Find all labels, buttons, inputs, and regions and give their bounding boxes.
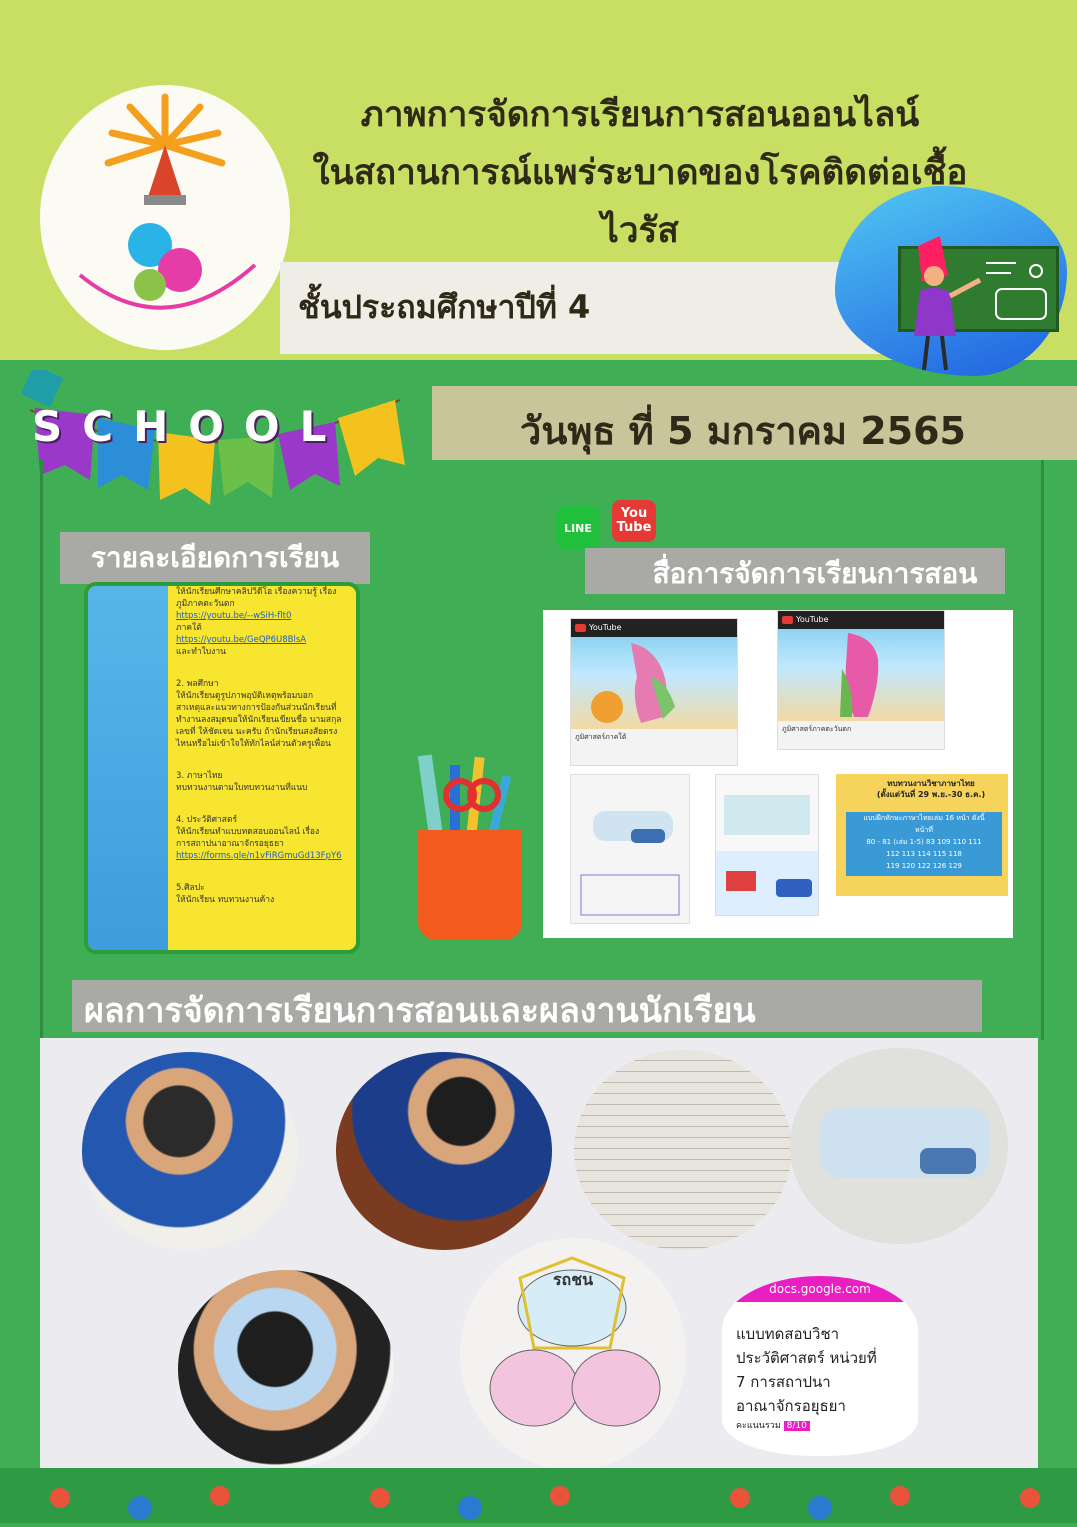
- youtube-icon-text-1: You: [620, 506, 648, 521]
- student-work-photo-2: [790, 1048, 1008, 1244]
- sunburst-logo-icon: [40, 85, 290, 350]
- thai-card-line: หน้าที่: [915, 826, 933, 834]
- item-thai-line: ทบทวนงานตามใบทบทวนงานที่แนบ: [176, 783, 308, 793]
- mindmap-label: รถชน: [552, 1270, 594, 1289]
- student-work-photo-1: [574, 1050, 792, 1250]
- video-link-south[interactable]: https://youtu.be/GeQP6U8BlsA: [176, 635, 307, 645]
- line-app-icon: LINE: [556, 506, 600, 550]
- school-logo: [40, 85, 290, 350]
- youtube-icon: [612, 500, 656, 542]
- thai-card-title: ทบทวนงานวิชาภาษาไทย: [887, 779, 975, 788]
- date-label: วันพุธ ที่ 5 มกราคม 2565: [520, 409, 966, 453]
- item-pe-title: 2. พลศึกษา: [176, 679, 219, 689]
- thai-review-card[interactable]: [836, 774, 1008, 896]
- quiz-title: [736, 1322, 906, 1434]
- item-history-title: 4. ประวัติศาสตร์: [176, 815, 238, 825]
- line-chat-screenshot: [84, 582, 360, 954]
- footer-kids-decoration: [0, 1468, 1077, 1523]
- thai-card-line: แบบฝึกทักษะภาษาไทยเล่ม 16 หน้า ดังนี้: [863, 814, 985, 822]
- thai-card-line: 119 120 122 126 129: [886, 862, 962, 870]
- title-line-2: ในสถานการณ์แพร่ระบาดของโรคติดต่อเชื้อไวรัส: [312, 153, 968, 251]
- item-pe-line: เลขที่ ให้ชัดเจน นะครับ ถ้านักเรียนสงสัยตรง: [176, 727, 338, 737]
- quiz-link[interactable]: https://forms.gle/n1vFiRGmuGd13FpY6: [176, 851, 342, 861]
- item-history-line: การสถาปนาอาณาจักรอยุธยา: [176, 839, 284, 849]
- video-link-west[interactable]: https://youtu.be/--wSiH-flt0: [176, 611, 292, 621]
- video-title-south: ภูมิศาสตร์ภาคใต้: [575, 733, 627, 741]
- item-thai-title: 3. ภาษาไทย: [176, 771, 223, 781]
- title-line-1: ภาพการจัดการเรียนการสอนออนไลน์: [360, 95, 920, 135]
- item-pe-line: สาเหตุและแนวทางการป้องกันส่วนนักเรียนที่: [176, 703, 337, 713]
- pencil-cup-icon: [418, 830, 522, 940]
- student-photo-3: [178, 1270, 394, 1468]
- item-art-line: ให้นักเรียน ทบทวนงานค้าง: [176, 895, 275, 905]
- quiz-title-line: อาณาจักรอยุธยา: [736, 1397, 846, 1415]
- thai-card-header: [858, 778, 1004, 800]
- student-photo-1: [82, 1052, 298, 1250]
- details-title: รายละเอียดการเรียน: [90, 541, 340, 574]
- video-thumbnail-south[interactable]: [570, 618, 738, 766]
- teacher-icon: [900, 236, 990, 376]
- worksheet-thumbnail-1[interactable]: [570, 774, 690, 924]
- item-art-title: 5.ศิลปะ: [176, 883, 205, 893]
- score-value: 8/10: [784, 1421, 810, 1431]
- thai-card-body: [846, 812, 1002, 876]
- results-title: ผลการจัดการเรียนการสอนและผลงานนักเรียน: [84, 991, 756, 1031]
- thai-card-subtitle: (ตั้งแต่วันที่ 29 พ.ย.-30 ธ.ค.): [876, 790, 986, 799]
- map-image: [778, 629, 944, 721]
- worksheet-thumbnail-2[interactable]: [715, 774, 819, 916]
- student-photo-2: [336, 1052, 552, 1250]
- thai-card-line: 112 113 114 115 118: [886, 850, 962, 858]
- region-south-label: ภาคใต้: [176, 623, 202, 633]
- youtube-bar: YouTube: [778, 611, 944, 629]
- map-image: [571, 637, 737, 729]
- doc-url: docs.google.com: [722, 1276, 918, 1302]
- item-history-line: ให้นักเรียนทำแบบทดสอบออนไลน์ เรื่อง: [176, 827, 320, 837]
- media-title: สื่อการจัดการเรียนการสอน: [652, 557, 978, 590]
- chat-text-top: ให้นักเรียนศึกษาคลิปวิดีโอ เรื่องความรู้ เรื่อง ภูมิภาคตะวันตก: [176, 587, 337, 609]
- school-banner-label: SCHOOL: [32, 402, 347, 451]
- score-row: [736, 1418, 906, 1434]
- grade-label: ชั้นประถมศึกษาปีที่ 4: [298, 288, 591, 326]
- video-title-west: ภูมิศาสตร์ภาคตะวันตก: [782, 725, 852, 733]
- mindmap-photo: [460, 1238, 686, 1470]
- youtube-icon-text-2: Tube: [616, 520, 652, 535]
- chat-messages: [176, 586, 352, 906]
- score-label: คะแนนรวม: [736, 1421, 781, 1431]
- video-thumbnail-west[interactable]: [777, 610, 945, 750]
- item-pe-line: ให้นักเรียนดูรูปภาพอุบัติเหตุพร้อมบอก: [176, 691, 314, 701]
- quiz-title-line: แบบทดสอบวิชา: [736, 1325, 840, 1343]
- media-panel: [543, 610, 1013, 938]
- quiz-title-line: 7 การสถาปนา: [736, 1373, 831, 1391]
- youtube-bar: YouTube: [571, 619, 737, 637]
- item-pe-line: ไหนหรือไม่เข้าใจให้ทักไลน์ส่วนตัวครูเพื่อน: [176, 739, 331, 749]
- quiz-title-line: ประวัติศาสตร์ หน่วยที่: [736, 1349, 877, 1367]
- thai-card-line: 80 - 81 (เล่ม 1-5) 83 109 110 111: [866, 838, 982, 846]
- worksheet-label: และทำใบงาน: [176, 647, 226, 657]
- chat-sidebar: [88, 586, 168, 950]
- item-pe-line: ทำงานลงสมุดขอให้นักเรียนเขียนชื่อ นามสกุล: [176, 715, 342, 725]
- google-form-card[interactable]: [722, 1276, 918, 1456]
